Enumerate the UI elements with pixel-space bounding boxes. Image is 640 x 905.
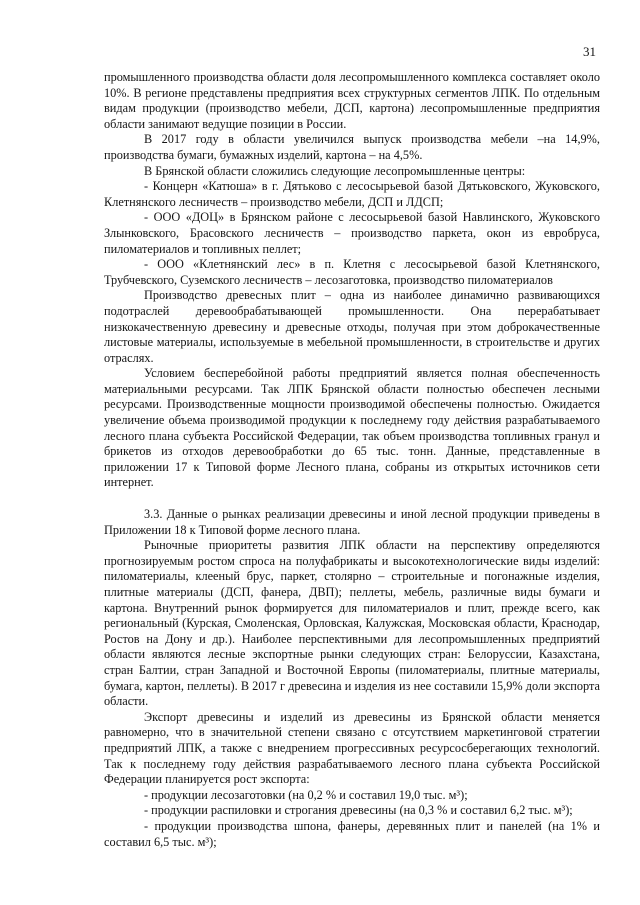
section-body [104,538,600,850]
paragraph: Условием бесперебойной работы предприятий является полная обеспеченность материальными ресурсами. Так ЛПК Брянской области полностью обеспечен лесными ресурсами. Производственные мощности производимой обеспечены полностью. Ожидается увеличение объема производимой продукции к последнему году действия разрабатываемого лесного плана субъекта Российской Федерации, так объем производства топливных гранул и брикетов из отходов деревообработки до 65 тыс. тонн. Данные, представленные в приложении 17 к Типовой форме Лесного плана, собраны из открытых источников сети интернет. [104,366,600,490]
list-item: - продукции производства шпона, фанеры, деревянных плит и панелей (на 1% и составил 6,5 тыс. м³); [104,818,600,849]
paragraph: В 2017 году в области увеличился выпуск производства мебели –на 14,9%, производства бумаги, бумажных изделий, картона – на 4,5%. [104,132,600,162]
list-item: - продукции распиловки и строгания древесины (на 0,3 % и составил 6,2 тыс. м³); [144,803,573,818]
paragraph: - Концерн «Катюша» в г. Дятьково с лесосырьевой базой Дятьковского, Жуковского, Клетнянского лесничеств – производство мебели, ДСП и ЛДСП; [104,179,600,209]
paragraph: - ООО «Клетнянский лес» в п. Клетня с лесосырьевой базой Клетнянского, Трубчевского, Суземского лесничеств – лесозаготовка, производство пиломатериалов [104,257,600,287]
body-text [104,70,600,491]
paragraph: В Брянской области сложились следующие лесопромышленные центры: [144,163,526,178]
paragraph: Экспорт древесины и изделий из древесины из Брянской области меняется равномерно, что в значительной степени связано с отсутствием маркетинговой стратегии предприятий ЛПК, а также с внедрением прогрессивных ресурсосберегающих технологий. Так к последнему году действия разрабатываемого лесного плана субъекта Российской Федерации планируется рост экспорта: [104,709,600,787]
section-heading: 3.3. Данные о рынках реализации древесины и иной лесной продукции приведены в Приложении 18 к Типовой форме лесного плана. [104,507,600,537]
paragraph: Производство древесных плит – одна из наиболее динамично развивающихся подотраслей деревообрабатывающей промышленности. Она перерабатывает низкокачественную древесину и древесные отходы, получая при этом доброкачественные листовые материалы, используемые в мебельной промышленности, в строительстве и других отраслях. [104,288,600,365]
paragraph: - ООО «ДОЦ» в Брянском районе с лесосырьевой базой Навлинского, Жуковского Злынковского, Брасовского лесничеств – производство паркета, окон из евробруса, пиломатериалов и топливных пеллет; [104,210,600,256]
list-item: - продукции лесозаготовки (на 0,2 % и составил 19,0 тыс. м³); [144,787,468,802]
page-number: 31 [583,44,596,59]
section-gap [104,491,600,507]
paragraph: Рыночные приоритеты развития ЛПК области на перспективу определяются прогнозируемым ростом спроса на полуфабрикаты и высокотехнологические виды изделий: пиломатериалы, клееный брус, паркет, столярно – строительные и погонажные изделия, плитные материалы (ДСП, фанера, ДВП); пеллеты, мебель, различные виды бумаги и картона. Внутренний рынок формируется для пиломатериалов и плит, прежде всего, как региональный (Курская, Смоленская, Орловская, Калужская, Московская области, Краснодар, Ростов на Дону и др.). Наиболее перспективными для лесопромышленных предприятий области являются лесные экспортные рынки следующих стран: Белоруссии, Казахстана, стран Балтии, стран Западной и Восточной Европы (пиломатериалы, плитные материалы, бумага, картон, пеллеты). В 2017 г древесина и изделия из нее составили 15,9% доли экспорта области. [104,538,600,709]
paragraph: промышленного производства области доля лесопромышленного комплекса составляет около 10%. В регионе представлены предприятия всех структурных сегментов ЛПК. По отдельным видам продукции (производство мебели, ДСП, картона) лесопромышленные предприятия области занимают ведущие позиции в России. [104,70,600,131]
